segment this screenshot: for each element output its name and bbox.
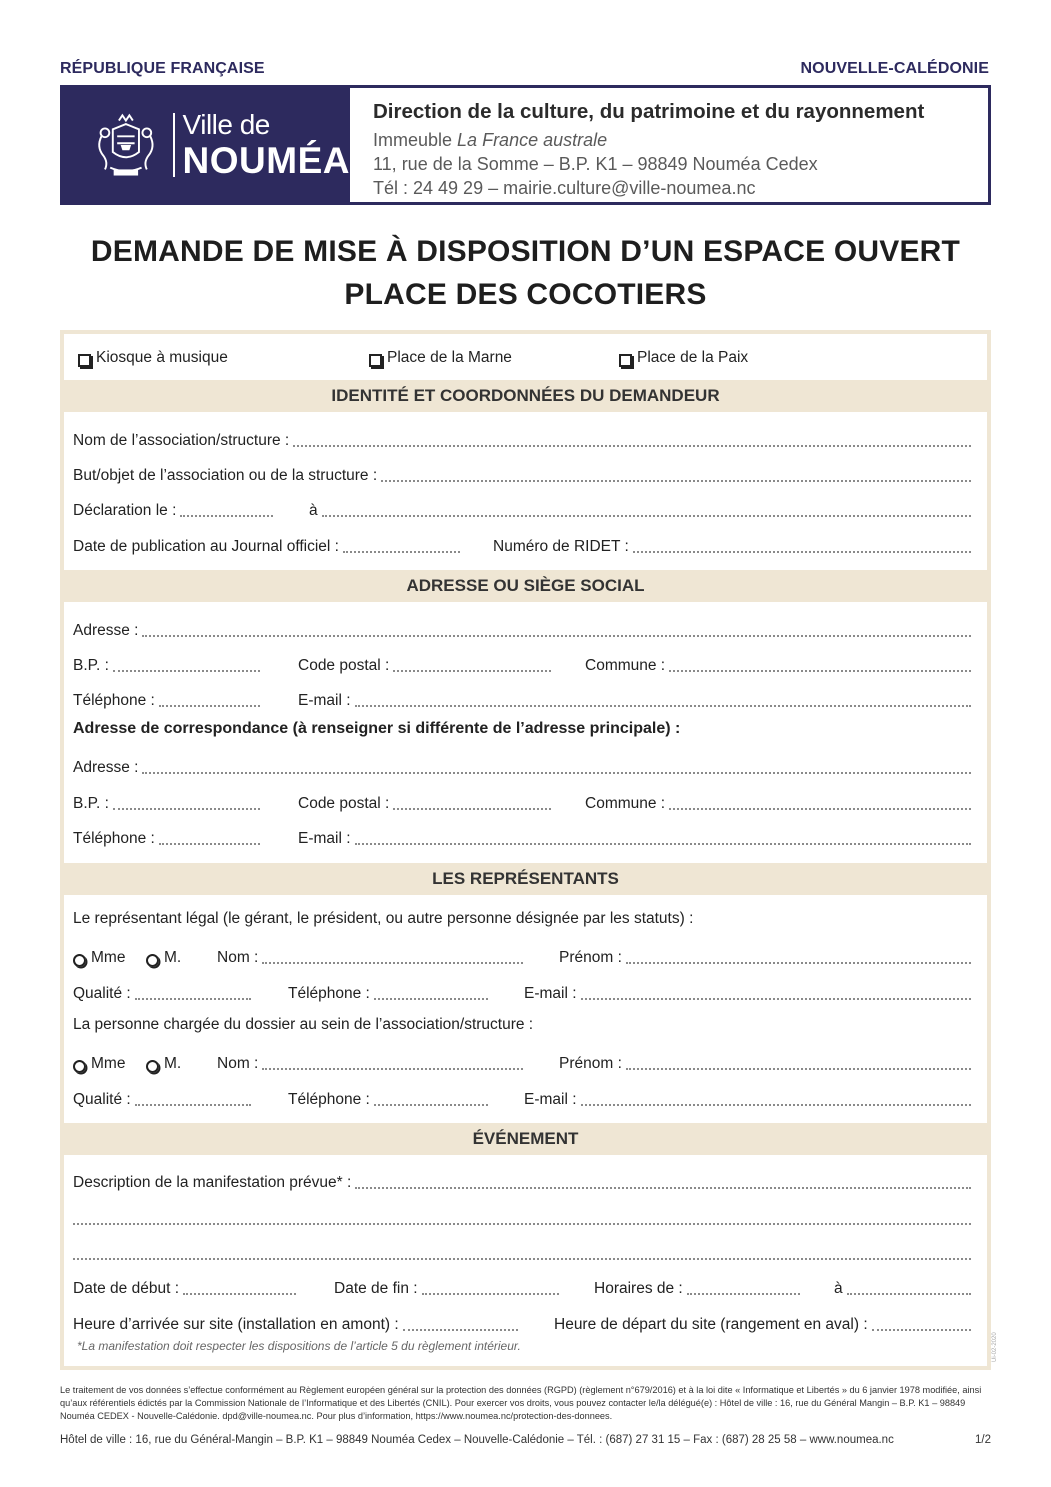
section-adresse: ADRESSE OU SIÈGE SOCIAL: [64, 570, 987, 602]
radio-m-2[interactable]: M.: [146, 1051, 181, 1073]
field-corr-postal-code[interactable]: Code postal :: [298, 791, 551, 813]
radio-mme[interactable]: Mme: [73, 945, 125, 967]
field-legal-quality[interactable]: Qualité :: [73, 981, 251, 1003]
field-end-date[interactable]: Date de fin :: [334, 1276, 559, 1298]
field-manager-name[interactable]: Nom :: [217, 1051, 523, 1073]
field-arrival-time[interactable]: Heure d’arrivée sur site (installation en amont) :: [73, 1312, 518, 1334]
field-corr-phone[interactable]: Téléphone :: [73, 826, 260, 848]
republique-label: RÉPUBLIQUE FRANÇAISE: [60, 60, 265, 77]
form-code: Ui-02-2020: [992, 1332, 998, 1362]
field-bp[interactable]: B.P. :: [73, 653, 260, 675]
page-footer: [60, 1434, 991, 1446]
radio-m[interactable]: M.: [146, 945, 181, 967]
field-email[interactable]: E-mail :: [298, 688, 971, 710]
field-hours-to[interactable]: à: [834, 1276, 971, 1298]
city-logo: [63, 88, 350, 202]
radio-mme-2[interactable]: Mme: [73, 1051, 125, 1073]
field-start-date[interactable]: Date de début :: [73, 1276, 296, 1298]
field-legal-email[interactable]: E-mail :: [524, 981, 971, 1003]
radio-icon[interactable]: [146, 954, 159, 967]
field-association-purpose[interactable]: But/objet de l’association ou de la structure :: [73, 463, 971, 485]
footer-address: Hôtel de ville : 16, rue du Général-Mangin – B.P. K1 – 98849 Nouméa Cedex – Nouvelle-Calédonie – Tél. : (687) 27 31 15 – Fax : (687) 28 25 58 – www.noumea.nc: [60, 1434, 894, 1446]
correspondence-heading: Adresse de correspondance (à renseigner si différente de l’adresse principale) :: [73, 720, 681, 737]
logo-noumea: NOUMÉA: [182, 140, 350, 181]
field-association-name[interactable]: Nom de l’association/structure :: [73, 428, 971, 450]
radio-icon[interactable]: [146, 1060, 159, 1073]
field-legal-firstname[interactable]: Prénom :: [559, 945, 971, 967]
direction-title: Direction de la culture, du patrimoine et du rayonnement: [373, 100, 925, 123]
field-event-description-2[interactable]: [73, 1206, 971, 1228]
gdpr-notice: Le traitement de vos données s’effectue conformément au Règlement européen général sur la protection des données (RGPD) (règlement n°679/2016) et à la loi dite « Informatique et Libertés » du 6 janvier 1978 modifiée, ainsi qu’aux référentiels édictés par la Commission Nationale de l’Informatique et des Libertés (CNIL). Pour exercer vos droits, vous pouvez contacter le/la délégué(e) : Hôtel de ville : 16, rue du Général Mangin – B.P. K1 – 98849 Nouméa CEDEX - Nouvelle-Calédonie. dpd@ville-noumea.nc. Pour plus d’information, https://www.noumea.nc/protection-des-donnees.: [60, 1385, 982, 1421]
option-place-marne[interactable]: Place de la Marne: [369, 345, 512, 367]
field-legal-name[interactable]: Nom :: [217, 945, 523, 967]
option-kiosque[interactable]: Kiosque à musique: [78, 345, 228, 367]
field-declaration-place[interactable]: à: [309, 498, 971, 520]
option-place-paix[interactable]: Place de la Paix: [619, 345, 748, 367]
field-postal-code[interactable]: Code postal :: [298, 653, 551, 675]
checkbox-icon[interactable]: [369, 354, 382, 367]
field-legal-phone[interactable]: Téléphone :: [288, 981, 488, 1003]
field-journal-date[interactable]: Date de publication au Journal officiel :: [73, 534, 460, 556]
direction-contact: Tél : 24 49 29 – mairie.culture@ville-noumea.nc: [373, 178, 756, 198]
section-evenement: ÉVÉNEMENT: [64, 1123, 987, 1155]
checkbox-icon[interactable]: [78, 354, 91, 367]
field-manager-quality[interactable]: Qualité :: [73, 1087, 251, 1109]
field-corr-commune[interactable]: Commune :: [585, 791, 971, 813]
radio-icon[interactable]: [73, 954, 86, 967]
field-declaration-date[interactable]: Déclaration le :: [73, 498, 273, 520]
noumea-crest-icon: [91, 106, 161, 184]
direction-block: [350, 88, 924, 202]
radio-icon[interactable]: [73, 1060, 86, 1073]
section-identite: IDENTITÉ ET COORDONNÉES DU DEMANDEUR: [64, 380, 987, 412]
file-manager-label: La personne chargée du dossier au sein de l’association/structure :: [73, 1016, 534, 1033]
page-number: 1/2: [975, 1434, 991, 1446]
field-event-description[interactable]: Description de la manifestation prévue* :: [73, 1170, 971, 1192]
field-manager-firstname[interactable]: Prénom :: [559, 1051, 971, 1073]
direction-building: Immeuble La France australe: [373, 130, 608, 150]
field-commune[interactable]: Commune :: [585, 653, 971, 675]
field-manager-phone[interactable]: Téléphone :: [288, 1087, 488, 1109]
request-form: [60, 330, 991, 1370]
checkbox-icon[interactable]: [619, 354, 632, 367]
field-phone[interactable]: Téléphone :: [73, 688, 260, 710]
territory-label: NOUVELLE-CALÉDONIE: [800, 60, 989, 77]
field-hours-from[interactable]: Horaires de :: [594, 1276, 800, 1298]
letterhead: [60, 85, 991, 205]
field-departure-time[interactable]: Heure de départ du site (rangement en aval) :: [554, 1312, 971, 1334]
field-corr-address[interactable]: Adresse :: [73, 755, 971, 777]
field-ridet[interactable]: Numéro de RIDET :: [493, 534, 971, 556]
top-bar: [60, 58, 989, 80]
section-representants: LES REPRÉSENTANTS: [64, 863, 987, 895]
page-title: DEMANDE DE MISE À DISPOSITION D’UN ESPACE OUVERT PLACE DES COCOTIERS: [90, 235, 961, 311]
logo-divider: [173, 113, 175, 177]
event-footnote: *La manifestation doit respecter les dispositions de l’article 5 du règlement intérieur.: [77, 1339, 521, 1353]
field-manager-email[interactable]: E-mail :: [524, 1087, 971, 1109]
field-corr-bp[interactable]: B.P. :: [73, 791, 260, 813]
legal-representative-label: Le représentant légal (le gérant, le président, ou autre personne désignée par les statuts) :: [73, 910, 694, 927]
logo-ville: Ville de: [182, 109, 270, 140]
field-event-description-3[interactable]: [73, 1241, 971, 1263]
field-address[interactable]: Adresse :: [73, 618, 971, 640]
field-corr-email[interactable]: E-mail :: [298, 826, 971, 848]
direction-address: 11, rue de la Somme – B.P. K1 – 98849 Nouméa Cedex: [373, 154, 818, 174]
